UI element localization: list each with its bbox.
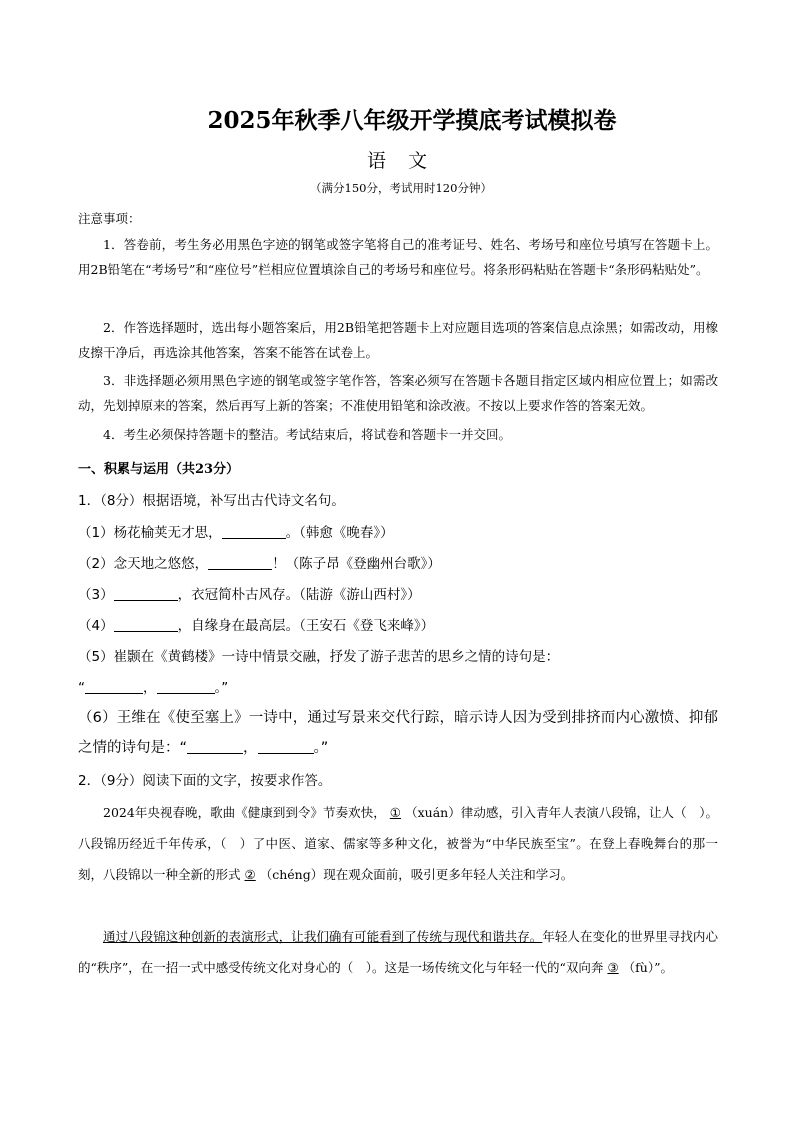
answer-blank bbox=[157, 678, 215, 694]
item-6-text: （6）王维在《使至塞上》一诗中，通过写景来交代行踪，暗示诗人因为受到排挤而内心激愤、抑郁之情的诗句是：“ bbox=[78, 710, 718, 756]
answer-blank bbox=[114, 585, 178, 601]
item-3-text-b: ，衣冠简朴古风存。（陆游《游山西村》） bbox=[177, 587, 421, 603]
question-1-stem: 1．（8分）根据语境，补写出古代诗文名句。 bbox=[78, 493, 345, 509]
para-2-text-a: 年轻人在变化的世界里寻找内心的“秩序”，在一招一式中感受传统文化对身心的（ ）。这是一场传统文化与年轻一代的“双向奔 bbox=[78, 929, 718, 975]
answer-blank bbox=[187, 738, 243, 754]
item-1-text-a: （1）杨花榆荚无才思， bbox=[78, 525, 222, 541]
item-4-text-b: ，自缘身在最高层。（王安石《登飞来峰》） bbox=[177, 618, 435, 634]
para-1-text-c: （chéng）现在观众面前，吸引更多年轻人关注和学习。 bbox=[259, 867, 574, 882]
item-4-text-a: （4） bbox=[78, 618, 114, 634]
item-6-comma: ， bbox=[243, 740, 258, 756]
question-1-item-2 bbox=[78, 552, 718, 572]
answer-blank bbox=[222, 523, 286, 539]
answer-blank bbox=[85, 678, 143, 694]
notice-item-3: 3．非选择题必须用黑色字迹的钢笔或签字笔作答，答案必须写在答题卡各题目指定区域内相应位置上；如需改动，先划掉原来的答案，然后再写上新的答案；不准使用铅笔和涂改液。不按以上要求作答的答案无效。 bbox=[78, 373, 718, 413]
blank-marker-1: ① bbox=[389, 805, 402, 820]
item-6-close: 。” bbox=[313, 740, 329, 756]
answer-blank bbox=[258, 738, 314, 754]
blank-marker-3: ③ bbox=[607, 960, 619, 975]
question-1-item-5-answer bbox=[78, 676, 718, 696]
para-1-text-a: 2024年央视春晚，歌曲《健康到到令》节奏欢快， bbox=[103, 805, 386, 820]
exam-score-time-note: （满分150分，考试用时120分钟） bbox=[310, 181, 492, 195]
question-1-item-1 bbox=[78, 521, 718, 541]
blank-marker-2: ② bbox=[244, 867, 256, 882]
quote-close: 。” bbox=[214, 680, 229, 696]
notice-heading: 注意事项： bbox=[78, 211, 141, 226]
question-1-item-4 bbox=[78, 614, 718, 634]
answer-blank bbox=[208, 554, 272, 570]
notice-item-1: 1．答卷前，考生务必用黑色字迹的钢笔或签字笔将自己的准考证号、姓名、考场号和座位号填写在答题卡上。用2B铅笔在“考场号”和“座位号”栏相应位置填涂自己的考场号和座位号。将条形码粘贴在答题卡“条形码粘贴处”。 bbox=[78, 237, 718, 277]
answer-blank bbox=[114, 616, 178, 632]
underlined-sentence: 通过八段锦这种创新的表演形式，让我们确有可能看到了传统与现代和谐共存。 bbox=[103, 929, 543, 944]
question-1-item-5: （5）崔颢在《黄鹤楼》一诗中情景交融，抒发了游子悲苦的思乡之情的诗句是： bbox=[78, 649, 560, 665]
item-2-text-a: （2）念天地之悠悠， bbox=[78, 556, 209, 572]
quote-comma: ， bbox=[143, 680, 157, 696]
question-2-paragraph-1 bbox=[78, 797, 718, 890]
item-2-text-b: ！（陈子昂《登幽州台歌》） bbox=[272, 556, 441, 572]
question-1-item-3 bbox=[78, 583, 718, 603]
question-2-paragraph-2 bbox=[78, 921, 718, 983]
notice-item-4: 4．考生必须保持答题卡的整洁。考试结束后，将试卷和答题卡一并交回。 bbox=[103, 427, 511, 442]
exam-title: 2025年秋季八年级开学摸底考试模拟卷 bbox=[207, 107, 617, 134]
quote-open: “ bbox=[78, 680, 85, 696]
question-1-item-6 bbox=[78, 703, 718, 763]
item-3-text-a: （3） bbox=[78, 587, 114, 603]
subject-title: 语文 bbox=[366, 150, 449, 172]
para-2-text-b: （fù）”。 bbox=[622, 960, 673, 975]
para-1-text-b: （xuán）律动感，引入青年人表演八段锦，让人（ ）。八段锦历经近千年传承，（ ）了中医、道家、儒家等多种文化，被誉为“中华民族至宝”。在登上春晚舞台的那一刻，八段锦以一种全新的形式 bbox=[78, 805, 718, 882]
section-1-heading: 一、积累与运用（共23分） bbox=[78, 462, 240, 477]
question-2-stem: 2．（9分）阅读下面的文字，按要求作答。 bbox=[78, 773, 332, 789]
item-1-text-b: 。（韩愈《晚春》） bbox=[285, 525, 394, 541]
notice-item-2: 2．作答选择题时，选出每小题答案后，用2B铅笔把答题卡上对应题目选项的答案信息点涂黑；如需改动，用橡皮擦干净后，再选涂其他答案，答案不能答在试卷上。 bbox=[78, 320, 718, 360]
